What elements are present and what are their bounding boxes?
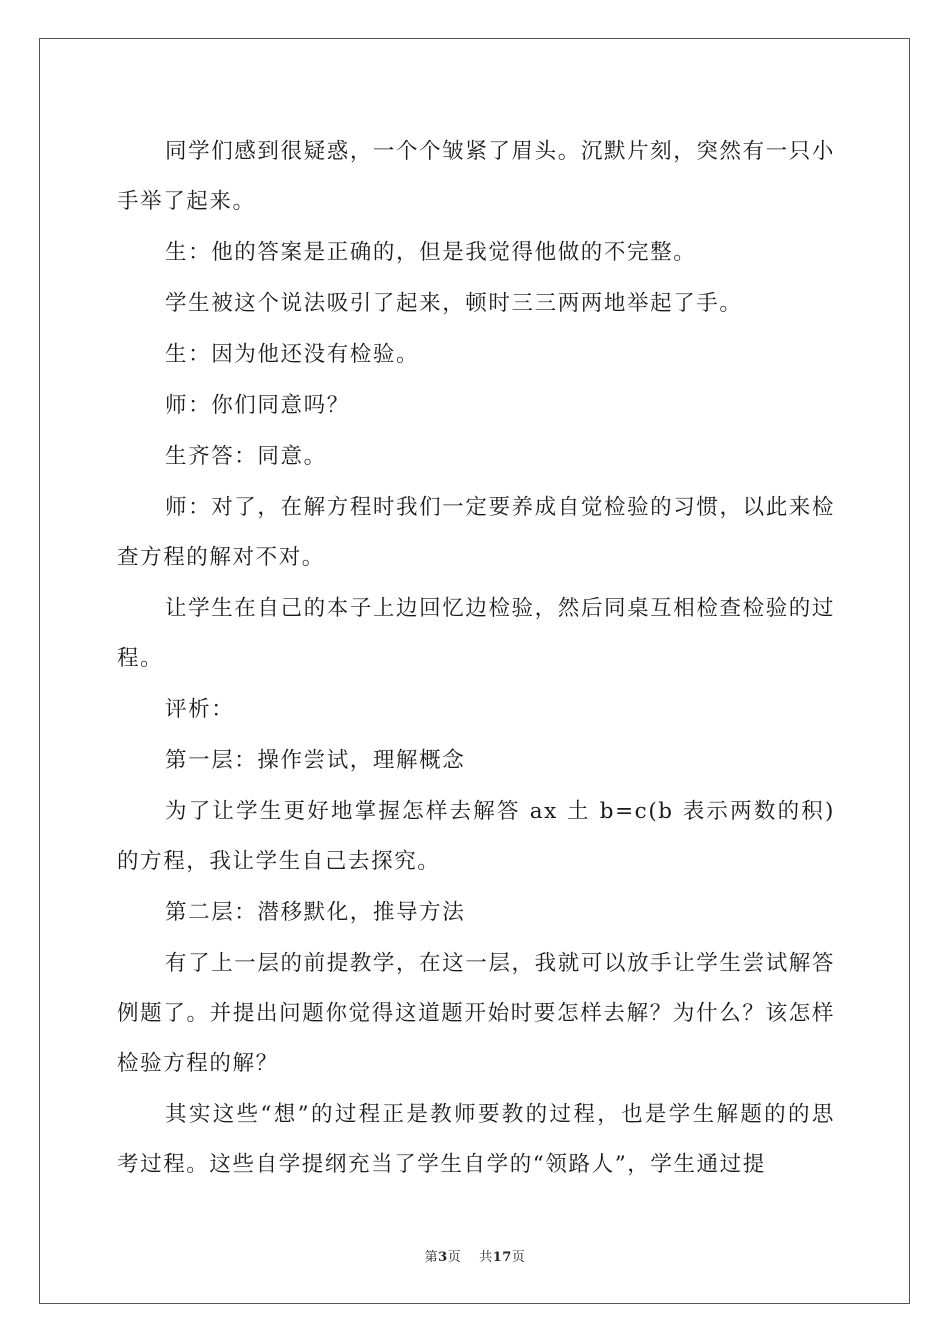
section-heading: 第二层：潜移默化，推导方法 bbox=[165, 900, 466, 925]
paragraph: 为了让学生更好地掌握怎样去解答 ax 土 b=c(b 表示两数的积)的方程，我让学生自己去探究。 bbox=[117, 799, 835, 874]
paragraph: 师：你们同意吗？ bbox=[165, 393, 350, 418]
paragraph: 师：对了，在解方程时我们一定要养成自觉检验的习惯，以此来检查方程的解对不对。 bbox=[117, 495, 835, 570]
paragraph: 让学生在自己的本子上边回忆边检验，然后同桌互相检查检验的过程。 bbox=[117, 596, 835, 671]
page-unit: 页 bbox=[447, 1250, 462, 1265]
section-heading: 第一层：操作尝试，理解概念 bbox=[165, 748, 466, 773]
total-prefix: 共 bbox=[479, 1250, 493, 1265]
paragraph: 生：因为他还没有检验。 bbox=[165, 342, 420, 367]
page-footer bbox=[0, 1246, 950, 1265]
paragraph: 学生被这个说法吸引了起来，顿时三三两两地举起了手。 bbox=[165, 291, 743, 316]
total-unit: 页 bbox=[511, 1250, 526, 1265]
paragraph: 其实这些“想”的过程正是教师要教的过程，也是学生解题的的思考过程。这些自学提纲充当了学生自学的“领路人”，学生通过提 bbox=[117, 1102, 835, 1177]
paragraph: 生：他的答案是正确的，但是我觉得他做的不完整。 bbox=[165, 240, 697, 265]
page-current: 3 bbox=[438, 1250, 448, 1265]
paragraph: 生齐答：同意。 bbox=[165, 444, 327, 469]
document-body bbox=[117, 127, 835, 1191]
paragraph: 评析： bbox=[165, 697, 235, 722]
page-total: 17 bbox=[492, 1250, 512, 1265]
paragraph: 同学们感到很疑惑，一个个皱紧了眉头。沉默片刻，突然有一只小手举了起来。 bbox=[117, 139, 835, 214]
paragraph: 有了上一层的前提教学，在这一层，我就可以放手让学生尝试解答例题了。并提出问题你觉得这道题开始时要怎样去解？为什么？该怎样检验方程的解？ bbox=[117, 951, 835, 1076]
page-prefix: 第 bbox=[424, 1250, 439, 1265]
